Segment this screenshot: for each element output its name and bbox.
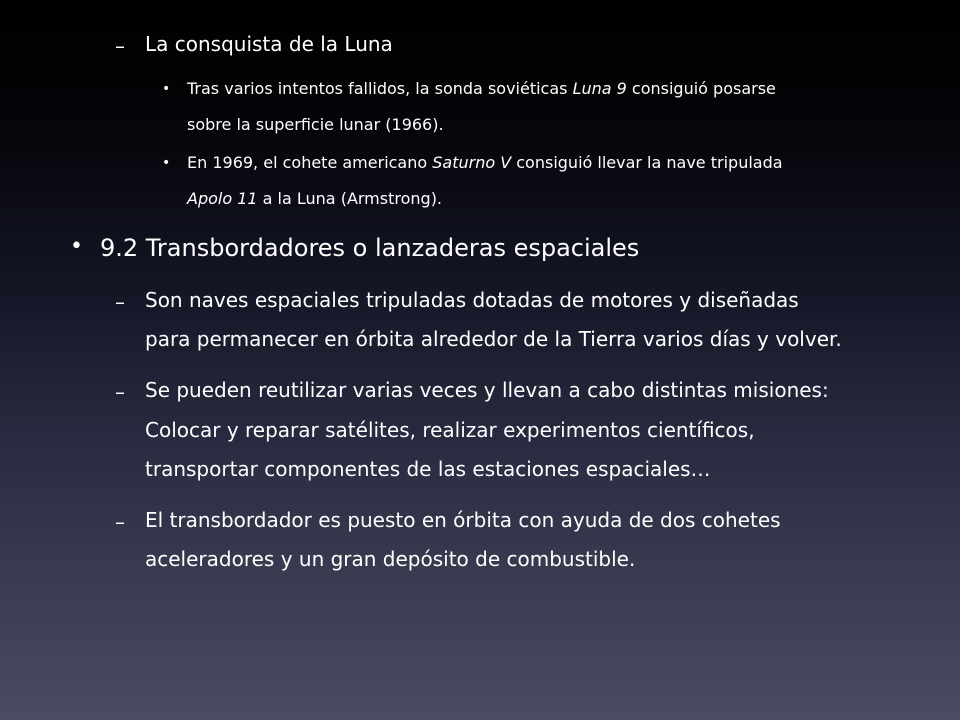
subheading-luna: La consquista de la Luna xyxy=(145,32,393,56)
dash-bullet: – xyxy=(115,510,125,534)
saturno-line-2: Apolo 11 a la Luna (Armstrong). xyxy=(187,189,443,208)
saturno-line-1: En 1969, el cohete americano Saturno V consiguió llevar la nave tripulada xyxy=(187,153,783,172)
paragraph-line: El transbordador es puesto en órbita con ayuda de dos cohetes xyxy=(145,508,781,532)
dash-bullet: – xyxy=(115,380,125,404)
paragraph-line: Se pueden reutilizar varias veces y llevan a cabo distintas misiones: xyxy=(145,378,829,402)
paragraph-line: Colocar y reparar satélites, realizar experimentos científicos, xyxy=(145,418,755,442)
dash-bullet: – xyxy=(115,290,125,314)
luna9-line-1: Tras varios intentos fallidos, la sonda soviéticas Luna 9 consiguió posarse xyxy=(187,79,776,98)
paragraph-line: aceleradores y un gran depósito de combustible. xyxy=(145,547,636,571)
dot-bullet: • xyxy=(70,234,83,259)
section-heading: 9.2 Transbordadores o lanzaderas espaciales xyxy=(100,234,640,262)
paragraph-line: Son naves espaciales tripuladas dotadas de motores y diseñadas xyxy=(145,288,799,312)
dash-bullet: – xyxy=(115,34,125,58)
dot-bullet: • xyxy=(162,81,171,97)
dot-bullet: • xyxy=(162,155,171,171)
paragraph-line: transportar componentes de las estaciones espaciales… xyxy=(145,457,711,481)
paragraph-line: para permanecer en órbita alrededor de la Tierra varios días y volver. xyxy=(145,327,842,351)
luna9-line-2: sobre la superficie lunar (1966). xyxy=(187,115,444,134)
